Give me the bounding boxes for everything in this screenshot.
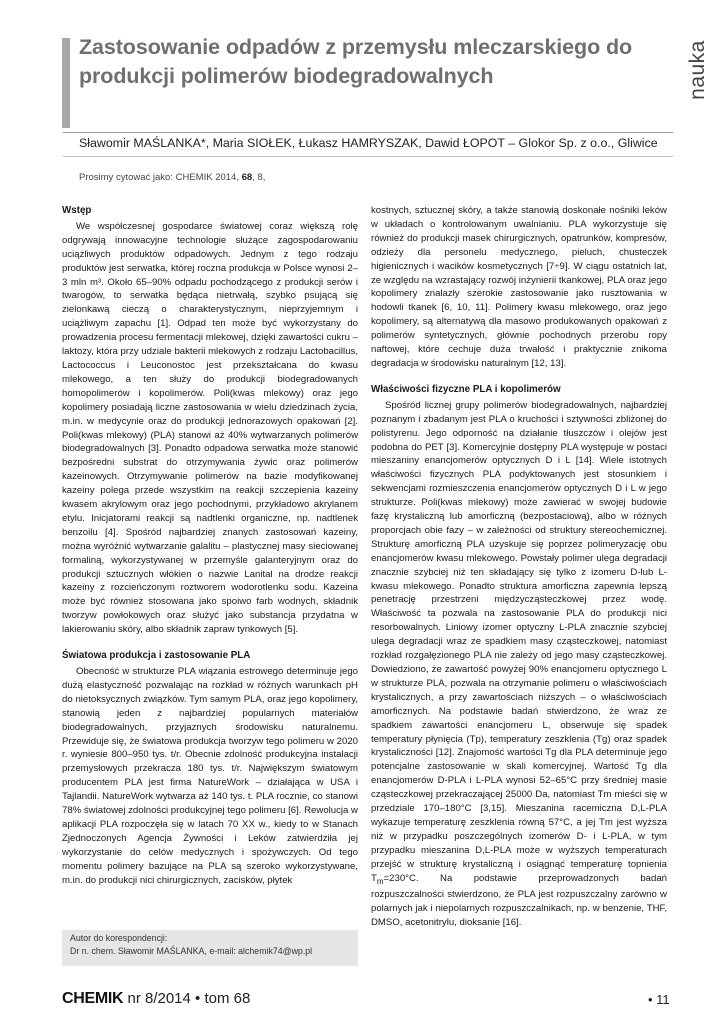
section-label: nauka (685, 40, 709, 100)
correspondence-box (62, 930, 358, 966)
footer (62, 990, 250, 1008)
intro-paragraph: We współczesnej gospodarce światowej coraz większą rolę odgrywają innowacyjne technologie służące zagospodarowaniu uciążliwych produktów odpadowych. Jednym z tego rodzaju produktów jest serwatka, której roczna produkcja w Polsce wynosi 2–3 mln m³. Około 65–90% odpadu pochodzącego z produkcji serów i twarogów, to serwatka będąca nietrwałą, szybko psującą się zielonkawą cieczą o charakterystycznym, nieprzyjemnym i uciążliwym zapachu [1]. Odpad ten może być wykorzystany do prowadzenia procesu fermentacji mlekowej, dzięki zawartości cukru – laktozy, która przy udziale bakterii mlekowych z rodzaju Lactobacillus, Lactococcus i Leuconostoc jest przekształcana do kwasu mlekowego, a ten służy do produkcji biodegradowanych homopolimerów i kopolimerów. Poli(kwas mlekowy) oraz jego kopolimery posiadają liczne zastosowania w wielu dziedzinach życia, m.in. w medycynie oraz do produkcji jednorazowych opakowań [2]. Poli(kwas mlekowy) (PLA) stanowi aż 40% wytwarzanych polimerów biodegradowalnych [3]. Ponadto odpadowa serwatka może stanowić bezpośredni substrat do otrzymywania żywic oraz polimerów kazeinowych. Otrzymywanie polimerów na bazie modyfikowanej kazeiny polega przede wszystkim na reakcji szczepienia kazeiny kwasem akrylowym oraz jego pochodnymi, przykładowo akrylanem etylu. Inicjatorami reakcji są nadtlenki organiczne, np. nadtlenek benzoilu [4]. Spośród najbardziej znanych zastosowań kazeiny, można wyróżnić wytwarzanie galalitu – plastycznej masy sieciowanej formaliną, wykorzystywanej w przemyśle galanteryjnym oraz do produkcji sztucznych włókien o nazwie Lanital na drodze reakcji kazeiny z rozcieńczonym roztworem wodorotlenku sodu. Kazeina może być również stosowana jako spoiwo farb wodnych, składnik tworzyw powłokowych oraz służyć jako substancja przydatna w lakierowaniu skóry, albo składnik zapraw tynkowych [5]. (62, 220, 358, 636)
tm-subscript: m (376, 876, 384, 886)
citation-prefix: Prosimy cytować jako: CHEMIK 2014, (79, 172, 239, 183)
section-heading-production: Światowa produkcja i zastosowanie PLA (62, 650, 251, 662)
citation-line (79, 172, 265, 183)
citation-suffix: , 8, (252, 172, 266, 183)
authors-line: Sławomir MAŚLANKA*, Maria SIOŁEK, Łukasz HAMRYSZAK, Dawid ŁOPOT – Glokor Sp. z o.o., Gliwice (79, 136, 658, 150)
production-paragraph: Obecność w strukturze PLA wiązania estrowego determinuje jego dużą elastyczność pozwalając na rozkład w różnych warunkach pH do nietoksycznych związków. Tym samym PLA, oraz jego kopolimery, stanowią jeden z najbardziej popularnych materiałów biodegradowalnych, przyjaznych środowisku naturalnemu. Przewiduje się, że światowa produkcja tworzyw tego polimeru w 2020 r. wyniesie 800–950 tys. t/r. Obecnie zdolność produkcyjna instalacji przemysłowych przekracza 180 tys. t/r. Największym światowym producentem PLA jest firma NatureWork – działająca w USA i Tajlandii. NatureWork wytwarza aż 140 tys. t. PLA rocznie, co stanowi 78% światowej zdolności produkcyjnej tego polimeru [6]. Rewolucja w aplikacji PLA rozpoczęła się w latach 70 XX w., kiedy to w Stanach Zjednoczonych Agencja Żywności i Leków zatwierdziła jej wykorzystanie do celów medycznych i spożywczych. Od tego momentu polimery bazujące na PLA są szeroko wykorzystywane, m.in. do produkcji nici chirurgicznych, zacisków, płytek (62, 666, 358, 886)
citation-volume: 68 (241, 172, 253, 183)
right-column (371, 204, 667, 930)
correspondence-label: Autor do korespondencji: (70, 933, 168, 943)
authors-rule (63, 156, 673, 157)
properties-paragraph (371, 399, 667, 930)
article-title: Zastosowanie odpadów z przemysłu mleczarskiego do produkcji polimerów biodegradowalnych (79, 35, 633, 88)
title-accent-bar (62, 38, 70, 128)
properties-text-1: Spośród licznej grupy polimerów biodegradowalnych, najbardziej poznanym i zbadanym jest PLA o kruchości i sztywności zbliżonej do polistyrenu. Jego odporność na działanie tłuszczów i olejów jest podobna do PET [3]. Komercyjnie dostępny PLA występuje w postaci mieszaniny enancjomerów optycznych D i L [14]. Wiele istotnych właściwości fizycznych PLA podyktowanych jest stosunkiem i sekwencjami rozmieszczenia enancjomerów optycznych D i L w jego strukturze. Poli(kwas mlekowy) może zawierać w swojej budowie fazę krystaliczną lub amorficzną (bezpostaciową), albo w różnych proporcjach obie fazy – w zależności od struktury stereochemicznej. Strukturę amorficzną PLA uzyskuje się poprzez polimeryzację obu enancjomerów kwasu mlekowego. Powstały polimer ulega degradacji znacznie szybciej niż ten składający się tylko z izomeru D-lub L- kwasu mlekowego. Ponadto struktura amorficzna zapewnia lepszą penetrację przestrzeni międzycząsteczkowej przez wodę. Właściwość ta pozwala na zastosowanie PLA do produkcji nici resorbowalnych. Liniowy izomer optyczny L-PLA znacznie szybciej ulega degradacji wraz ze spadkiem masy cząsteczkowej, natomiast rozkład rozgałęzionego PLA nie zależy od jego masy cząsteczkowej. Dowiedziono, że zawartość powyżej 90% enancjomeru optycznego L w strukturze PLA, pozwala na otrzymanie polimeru o właściwościach krystalicznych, a przy zawartościach niższych – o właściwościach amorficznych. Na podstawie badań stwierdzono, że wraz ze spadkiem zawartości enancjomeru L, obserwuje się spadek temperatury płynięcia (Tp), temperatury zeszklenia (Tg) oraz spadek krystaliczności [12]. Znajomość wartości Tg dla PLA determinuje jego potencjalne zastosowanie w skali komercyjnej. Wartość Tg dla enancjomerów D-PLA i L-PLA wynosi 52–65°C przy średniej masie cząsteczkowej przekraczającej 25000 Da, natomiast Tm mieści się w przedziale 170–180°C [3,15]. Mieszanina racemiczna D,L-PLA wykazuje temperaturę zeszklenia równą 57°C, a jej Tm jest wyższa niż w przypadku poszczególnych izomerów D- i L-PLA, w tym przypadku mieszanina D,L-PLA może w wyższych temperaturach przejść w strukturę krystaliczną i osiągnąć temperaturę topnienia T (371, 399, 667, 884)
correspondence-text: Dr n. chem. Sławomir MAŚLANKA, e-mail: alchemik74@wp.pl (70, 946, 313, 956)
section-heading-properties: Właściwości fizyczne PLA i kopolimerów (371, 383, 561, 395)
properties-text-2: =230°C. Na podstawie przeprowadzonych badań rozpuszczalności stwierdzono, że PLA jest rozpuszczalny zarówno w polarnych jak i niepolarnych rozpuszczalnikach, np. w benzenie, THF, DMSO, acetonitrylu, dioksanie [16]. (371, 872, 667, 929)
section-tab (672, 40, 722, 100)
left-column (62, 204, 358, 888)
section-heading-intro: Wstęp (62, 205, 92, 216)
issue-info: nr 8/2014 • tom 68 (127, 990, 251, 1007)
journal-brand: CHEMIK (62, 990, 124, 1007)
continued-paragraph: kostnych, sztucznej skóry, a także stanowią doskonałe nośniki leków w układach o kontrolowanym uwalnianiu. PLA wykorzystuje się również do produkcji masek chirurgicznych, opatrunków, kompresów, odzieży dla personelu medycznego, pieluch, chusteczek higienicznych i wacików kosmetycznych [7÷9]. W ciągu ostatnich lat, ze względu na wzrastający rozwój inżynierii tkankowej, PLA oraz jego kopolimery znalazły szerokie zastosowanie jako rusztowania w hodowli tkanek [6, 10, 11]. Polimery kwasu mlekowego, oraz jego kopolimery, są alternatywą dla masowo produkowanych opakowań z polimerów syntetycznych, głównie pochodnych przerobu ropy naftowej, które cechuje duża trwałość i praktycznie znikoma degradacja w środowisku naturalnym [12, 13]. (371, 205, 667, 369)
page-number: • 11 (648, 992, 670, 1007)
title-rule (63, 132, 673, 133)
